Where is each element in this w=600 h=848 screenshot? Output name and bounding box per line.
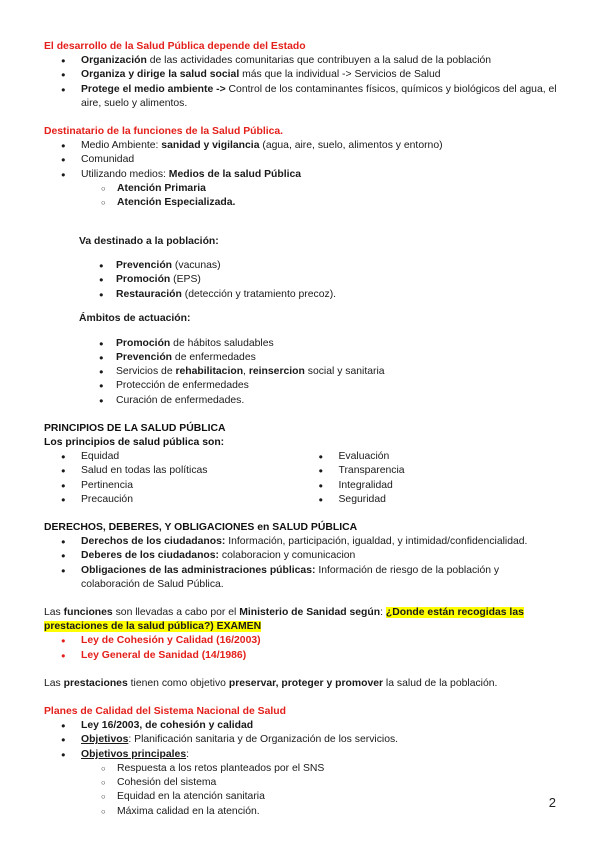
section-title-desarrollo: El desarrollo de la Salud Pública depende del Estado	[44, 41, 306, 52]
list-item: ● Protege el medio ambiente -> Control de los contaminantes físicos, químicos y biológicos del agua, el aire, suelo y alimentos.	[44, 83, 559, 111]
list-item: ● Seguridad	[302, 493, 560, 507]
list-item: ○ Equidad en la atención sanitaria	[44, 790, 559, 804]
section-title-principios: PRINCIPIOS DE LA SALUD PÚBLICA	[44, 422, 226, 434]
list-item: ● Salud en todas las políticas	[44, 464, 302, 478]
destinatario-list	[44, 139, 559, 182]
list-item: ○ Cohesión del sistema	[44, 776, 559, 790]
list-item: ● Protección de enfermedades	[44, 379, 559, 393]
document-page	[44, 40, 559, 819]
list-item: ● Promoción de hábitos saludables	[44, 337, 559, 351]
derechos-list	[44, 535, 559, 592]
funciones-paragraph: Las funciones son llevadas a cabo por el Ministerio de Sanidad según: ¿Donde están recogidas las prestaciones de la salud pública?) EXAMEN	[44, 607, 524, 633]
section-title-planes: Planes de Calidad del Sistema Nacional de Salud	[44, 706, 286, 718]
ambitos-heading: Ámbitos de actuación:	[79, 313, 191, 325]
ambitos-list	[44, 337, 559, 408]
list-item: ● Servicios de rehabilitacion, reinsercion social y sanitaria	[44, 365, 559, 379]
planes-list	[44, 719, 559, 762]
list-item: ○ Atención Primaria	[44, 182, 559, 196]
list-item: ● Obligaciones de las administraciones públicas: Información de riesgo de la población y colaboración de Salud Pública.	[44, 564, 559, 592]
list-item: ● Ley de Cohesión y Calidad (16/2003)	[44, 634, 559, 648]
list-item: ● Promoción (EPS)	[44, 273, 559, 287]
leyes-list	[44, 634, 559, 662]
objetivos-sublist	[44, 762, 559, 819]
list-item: ● Organiza y dirige la salud social más que la individual -> Servicios de Salud	[44, 68, 559, 82]
principios-columns	[44, 450, 559, 507]
list-item: ● Medio Ambiente: sanidad y vigilancia (agua, aire, suelo, alimentos y entorno)	[44, 139, 559, 153]
list-item: ○ Atención Especializada.	[44, 196, 559, 210]
principios-subtitle: Los principios de salud pública son:	[44, 437, 225, 449]
list-item: ● Curación de enfermedades.	[44, 394, 559, 408]
prestaciones-paragraph: Las prestaciones tienen como objetivo preservar, proteger y promover la salud de la población.	[44, 677, 498, 689]
list-item: ● Restauración (detección y tratamiento precoz).	[44, 288, 559, 302]
list-item: ● Objetivos principales:	[44, 748, 559, 762]
list-item: ● Objetivos: Planificación sanitaria y de Organización de los servicios.	[44, 733, 559, 747]
desarrollo-list	[44, 54, 559, 111]
page-number: 2	[548, 795, 556, 810]
section-title-derechos: DERECHOS, DEBERES, Y OBLIGACIONES en SALUD PÚBLICA	[44, 522, 358, 534]
principios-list-left	[44, 450, 302, 507]
medios-sublist	[44, 182, 559, 210]
list-item: ○ Respuesta a los retos planteados por el SNS	[44, 762, 559, 776]
destino-heading: Va destinado a la población:	[79, 235, 219, 247]
list-item: ○ Máxima calidad en la atención.	[44, 805, 559, 819]
list-item: ● Evaluación	[302, 450, 560, 464]
destino-list	[44, 259, 559, 302]
list-item: ● Derechos de los ciudadanos: Información, participación, igualdad, y intimidad/confidencialidad.	[44, 535, 559, 549]
list-item: ● Prevención (vacunas)	[44, 259, 559, 273]
section-title-destinatario: Destinatario de la funciones de la Salud Pública.	[44, 126, 284, 138]
list-item: ● Deberes de los ciudadanos: colaboracion y comunicacion	[44, 549, 559, 563]
list-item: ● Utilizando medios: Medios de la salud Pública	[44, 168, 559, 182]
list-item: ● Comunidad	[44, 153, 559, 167]
list-item: ● Integralidad	[302, 479, 560, 493]
list-item: ● Transparencia	[302, 464, 560, 478]
list-item: ● Prevención de enfermedades	[44, 351, 559, 365]
list-item: ● Precaución	[44, 493, 302, 507]
list-item: ● Pertinencia	[44, 479, 302, 493]
list-item: ● Ley General de Sanidad (14/1986)	[44, 649, 559, 663]
list-item: ● Organización de las actividades comunitarias que contribuyen a la salud de la población	[44, 54, 559, 68]
list-item: ● Equidad	[44, 450, 302, 464]
exam-highlight: ¿Donde están recogidas las prestaciones de la salud pública?) EXAMEN	[44, 607, 524, 633]
principios-list-right	[302, 450, 560, 507]
list-item: ● Ley 16/2003, de cohesión y calidad	[44, 719, 559, 733]
